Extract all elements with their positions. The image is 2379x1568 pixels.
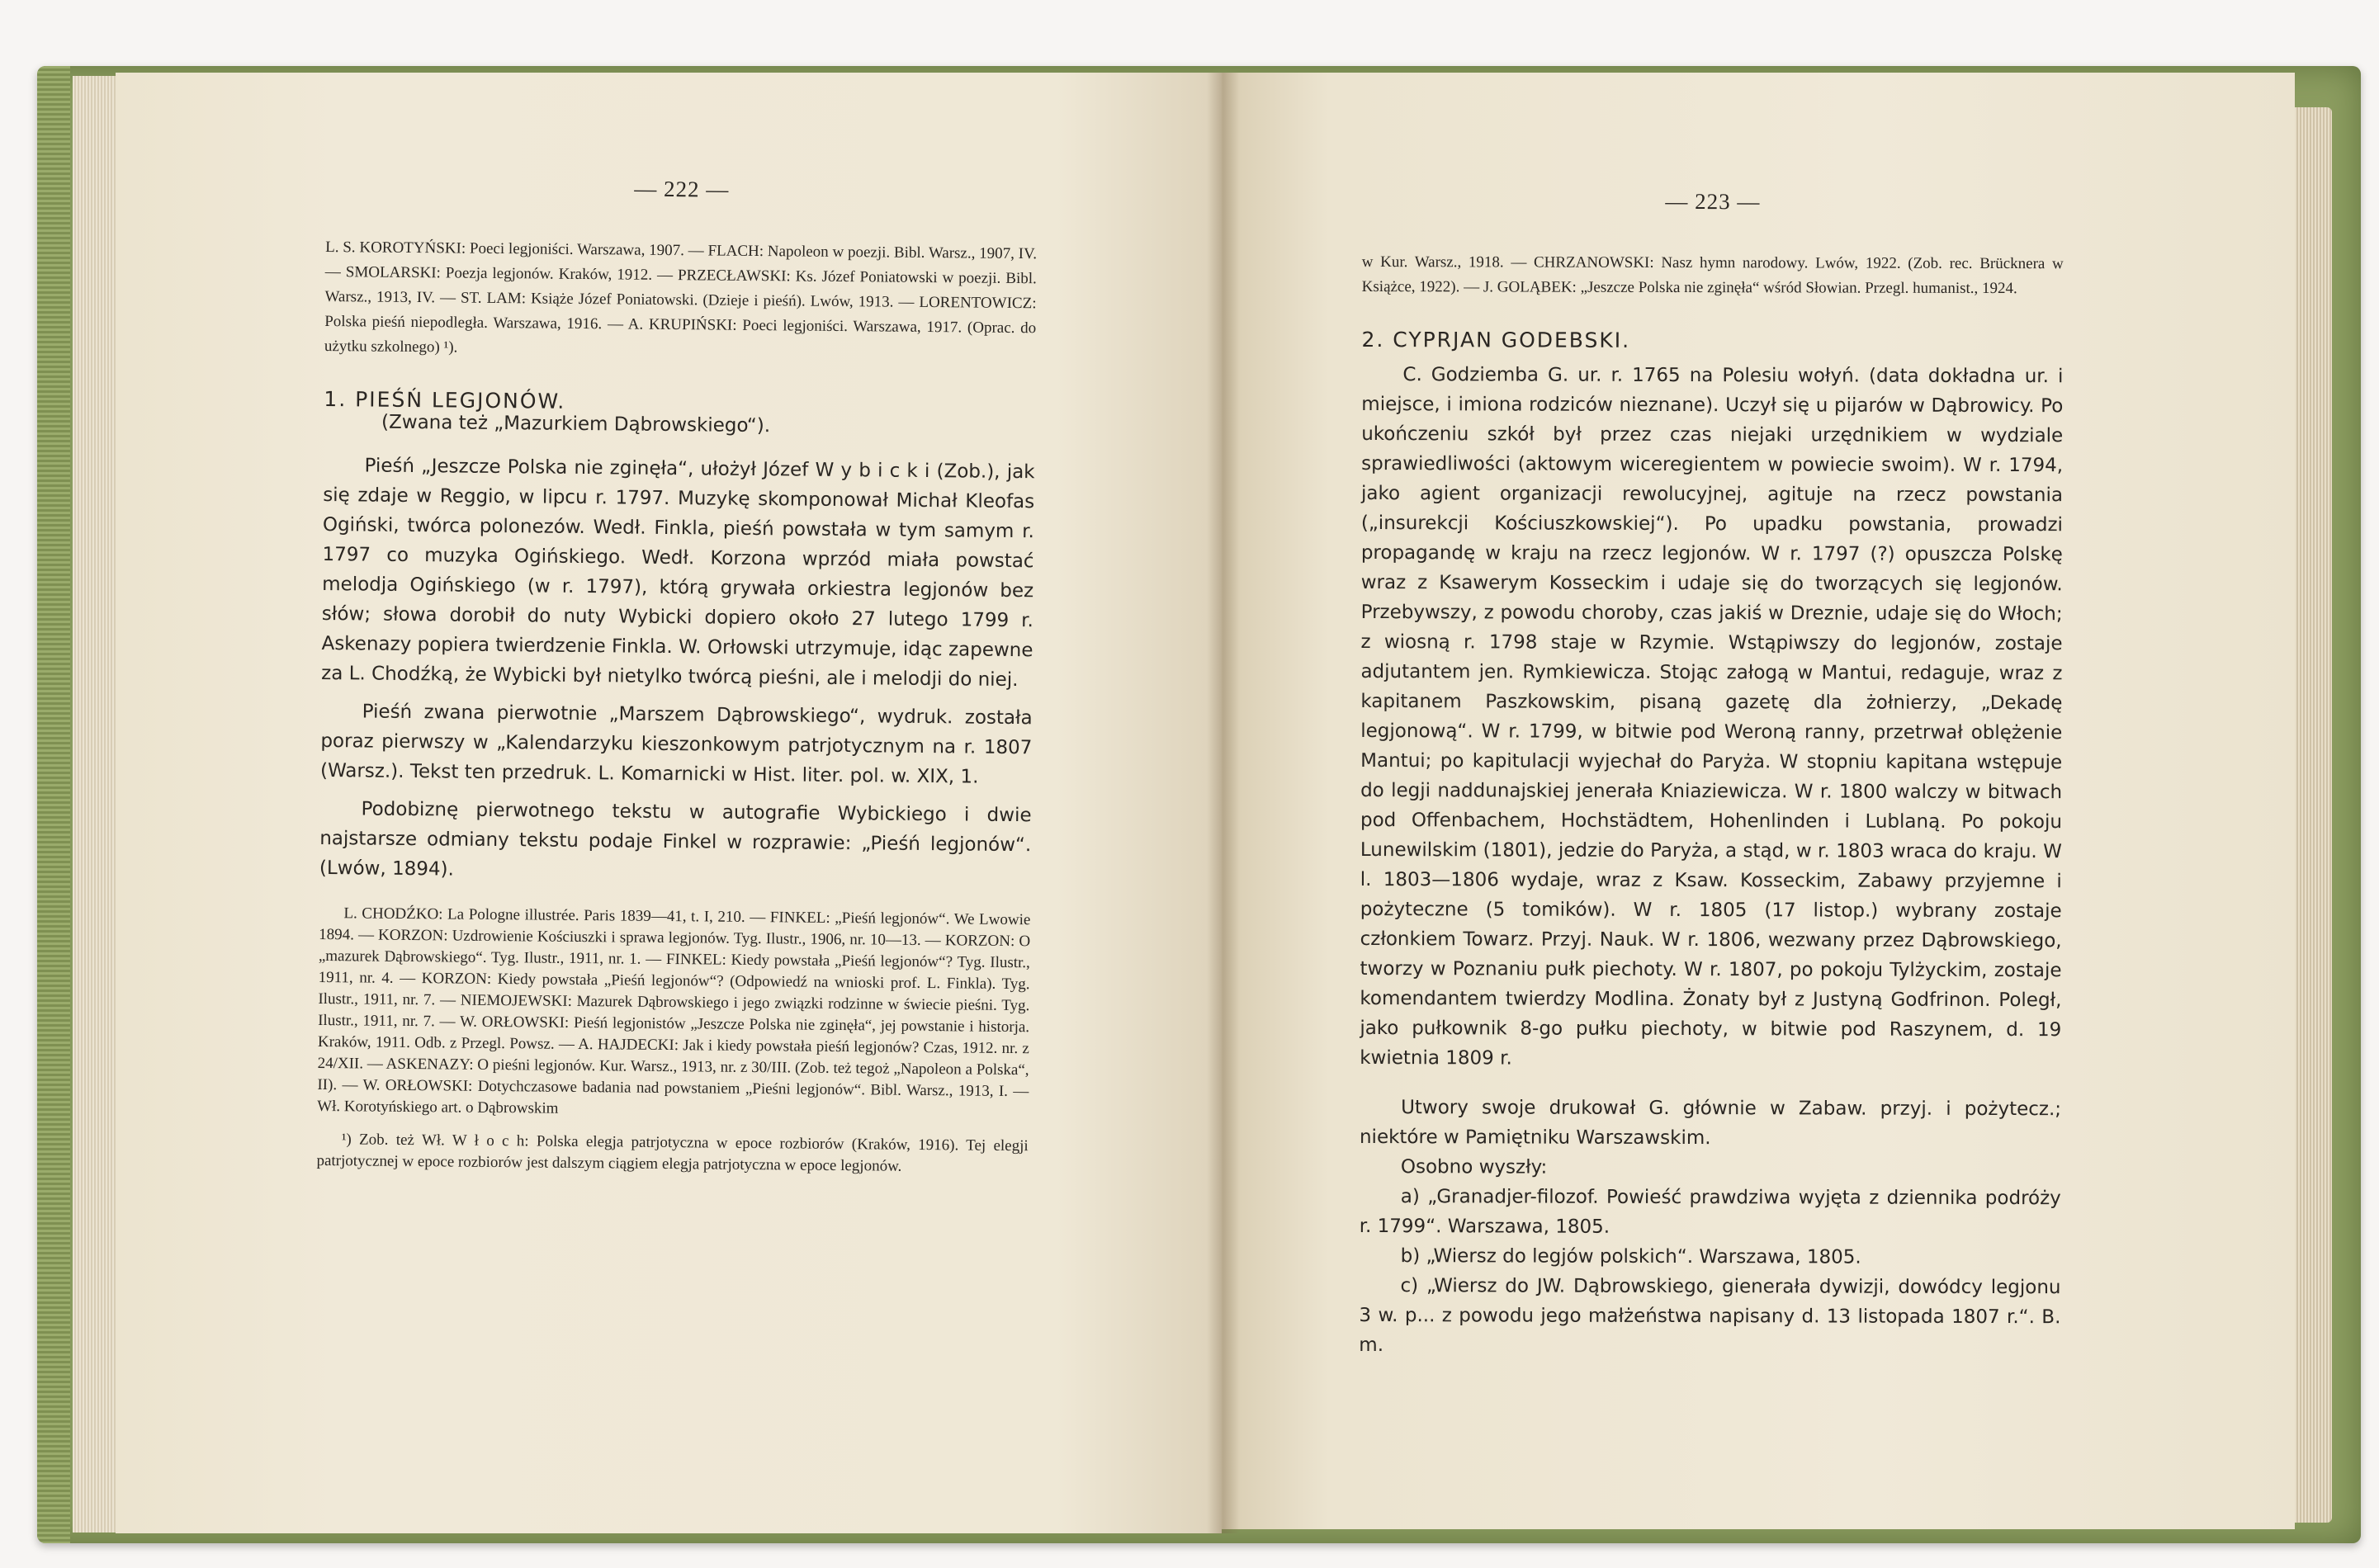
paragraph: Podobiznę pierwotnego tekstu w autografie Wybickiego i dwie najstarsze odmiany tekstu podaje Finkel w rozprawie: „Pieśń legjonów“. (Lwów, 1894).	[319, 798, 1032, 881]
section-heading: 2. CYPRJAN GODEBSKI.	[1361, 327, 1631, 352]
references-text: L. CHODŹKO: La Pologne illustrée. Paris 1839—41, t. I, 210. — FINKEL: „Pieśń legjonów“. We Lwowie 1894. — KORZON: Uzdrowienie Kościuszki i sprawa legjonów. Tyg. Ilustr., 1906, nr. 10—13. — KORZON: O „mazurek Dąbrowskiego“. Tyg. Ilustr., 1911, nr. 1. — FINKEL: Kiedy powstała „Pieśń legjonów“? Tyg. Ilustr., 1911, nr. 4. — KORZON: Kiedy powstała „Pieśń legjonów“? (Odpowiedź na wnioski prof. L. Finkla). Tyg. Ilustr., 1911, nr. 7. — NIEMOJEWSKI: Mazurek Dąbrowskiego i jego związki rodzinne w świecie pieśni. Tyg. Ilustr., 1911, nr. 7. — W. ORŁOWSKI: Pieśń legjonistów „Jeszcze Polska nie zginęła“, jej powstanie i historja. Kraków, 1911. Odb. z Przegl. Powsz. — A. HAJDECKI: Jak i kiedy powstała pieśń legjonów? Czas, 1912. nr. z 24/XII. — ASKENAZY: O pieśni legjonów. Kur. Warsz., 1913, nr. z 30/III. (Zob. też tegoż „Napoleon a Polska“, II). — W. ORŁOWSKI: Dotychczasowe badania nad powstaniem „Pieśni legjonów“. Bibl. Warsz., 1913, I. — Wł. Korotyńskiego art. o Dąbrowskim	[317, 904, 1031, 1117]
list-item: b) „Wiersz do legjów polskich“. Warszawa, 1805.	[1400, 1245, 1861, 1268]
bibliography-text: w Kur. Warsz., 1918. — CHRZANOWSKI: Nasz hymn narodowy. Lwów, 1922. (Zob. rec. Brücknera w Książce, 1922). — J. GOLĄBEK: „Jeszcze Polska nie zginęła“ wśród Słowian. Przegl. humanist., 1924.	[1361, 253, 2064, 298]
body-text	[1359, 360, 2063, 1362]
bibliography-intro	[324, 235, 1037, 366]
section-subheading: (Zwana też „Mazurkiem Dąbrowskiego“).	[381, 411, 771, 437]
bibliography-text: L. S. KOROTYŃSKI: Poeci legjoniści. Warszawa, 1907. — FLACH: Napoleon w poezji. Bibl. Warsz., 1907, IV. — SMOLARSKI: Poezja legjonów. Kraków, 1912. — PRZECŁAWSKI: Ks. Józef Poniatowski w poezji. Bibl. Warsz., 1913, IV. — ST. LAM: Książe Józef Poniatowski. (Dzieje i pieśń). Lwów, 1913. — LORENTOWICZ: Polska pieśń niepodległa. Warszawa, 1916. — A. KRUPIŃSKI: Poeci legjoniści. Warszawa, 1917. (Oprac. do użytku szkolnego) ¹).	[324, 238, 1038, 357]
page-number: — 222 —	[634, 176, 730, 202]
bibliography-intro	[1362, 250, 2064, 301]
right-page-content	[1359, 188, 2064, 1362]
paragraph: C. Godziemba G. ur. r. 1765 na Polesiu wołyń. (data dokładna ur. i miejsce, i imiona rodziców nieznane). Uczył się u pijarów w Dąbrowicy. Po ukończeniu szkół był przez czas niejaki urzędnikiem w wydziale sprawiedliwości (aktowym wiceregientem w powiecie swoim). W r. 1794, jako agient organizacji rewolucyjnej, agituje na rzecz powstania („insurekcji Kościuszkowskiej“). Po upadku powstania, prowadzi propagandę w kraju na rzecz legjonów. W r. 1797 (?) opuszcza Polskę wraz z Ksawerym Kosseckim i udaje się do tworzących się legjonów. Przebywszy, z powodu choroby, czas jakiś w Dreznie, udaje się do Włoch; z wiosną r. 1798 staje w Rzymie. Wstąpiwszy do legjonów, zostaje adjutantem jen. Rymkiewicza. Stojąc załogą w Mantui, redaguje, wraz z kapitanem Paszkowskim, pisaną gazetę dla żołnierzy, „Dekadę legjonową“. W r. 1799, w bitwie pod Weroną ranny, przetrwał oblężenie Mantui; po kapitulacji wyjechał do Paryża. W stopniu kapitana wstępuje do legji naddunajskiej jenerała Kniaziewicza. W r. 1800 walczy w bitwach pod Offenbachem, Hochstädtem, Hohenlinden i Lublaną. Po pokoju Lunewilskim (1801), jedzie do Paryża, a stąd, w r. 1803 wraca do kraju. W l. 1803—1806 wydaje, wraz z Ksaw. Kosseckim, Zabawy przyjemne i pożyteczne (5 tomików). W r. 1805 (17 listop.) wybrany zostaje członkiem Towarz. Przyj. Nauk. W r. 1806, wezwany przez Dąbrowskiego, tworzy w Poznaniu pułk piechoty. W r. 1807, po pokoju Tylżyckim, zostaje komendantem twierdzy Modlina. Żonaty był z Justyną Godfrinon. Poległ, jako pułkownik 8-go pułku piechoty, w bitwie pod Raszynem, d. 19 kwietnia 1809 r.	[1360, 364, 2064, 1070]
list-item: c) „Wiersz do JW. Dąbrowskiego, gienerała dywizji, dowódcy legjonu 3 w. p... z powodu jego małżeństwa napisany d. 13 listopada 1807 r.“. B. m.	[1359, 1275, 2061, 1357]
references-block	[317, 903, 1030, 1124]
paragraph: Pieśń zwana pierwotnie „Marszem Dąbrowskiego“, wydruk. została poraz pierwszy w „Kalendarzyku kieszonkowym patrjotycznym na r. 1807 (Warsz.). Tekst ten przedruk. L. Komarnicki w Hist. liter. pol. w. XIX, 1.	[319, 701, 1033, 788]
section-heading: 1. PIEŚŃ LEGJONÓW.	[324, 386, 566, 413]
footnote	[316, 1129, 1028, 1178]
page-number: — 223 —	[1665, 188, 1761, 215]
book-gutter	[1207, 73, 1240, 1533]
paragraph: Utwory swoje drukował G. głównie w Zabaw. przyj. i pożytecz.; niektóre w Pamiętniku Warszawskim.	[1359, 1097, 2062, 1150]
footnote-text: ¹) Zob. też Wł. W ł o c h: Polska elegja patrjotyczna w epoce rozbiorów (Kraków, 1916). Tej elegji patrjotycznej w epoce rozbiorów jest dalszym ciągiem elegja patrjotyczna w epoce legjonów.	[316, 1131, 1029, 1175]
page-stack-left	[73, 76, 122, 1533]
body-text	[319, 451, 1035, 890]
left-page-content	[316, 173, 1038, 1178]
list-item: a) „Granadjer-filozof. Powieść prawdziwa wyjęta z dziennika podróży r. 1799“. Warszawa, 1805.	[1359, 1186, 2061, 1238]
list-intro: Osobno wyszły:	[1400, 1156, 1548, 1178]
cover-spine-edge	[37, 66, 70, 1543]
paragraph: Pieśń „Jeszcze Polska nie zginęła“, ułożył Józef W y b i c k i (Zob.), jak się zdaje w Reggio, w lipcu r. 1797. Muzykę skomponował Michał Kleofas Ogiński, twórca polonezów. Wedł. Finkla, pieśń powstała w tym samym r. 1797 co muzyka Ogińskiego. Wedł. Korzona wprzód miała powstać melodja Ogińskiego (w r. 1797), którą grywała orkiestra legjonów bez słów; słowa dorobił do nuty Wybicki dopiero około 27 lutego 1799 r. Askenazy popiera twierdzenie Finkla. W. Orłowski utrzymuje, idąc zapewne za L. Chodźką, że Wybicki był nietylko twórcą pieśni, ale i melodji do niej.	[321, 455, 1035, 692]
